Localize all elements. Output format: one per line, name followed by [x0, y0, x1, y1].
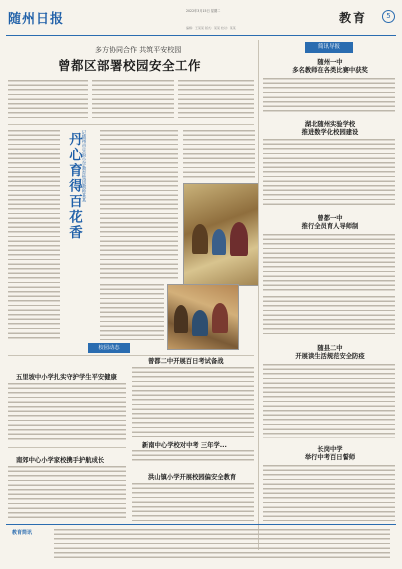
newspaper-logo: 随州日报	[8, 12, 65, 27]
story-headline-4: 新南中心学校对中考 三年学...	[142, 442, 227, 449]
brief-body-4	[263, 364, 395, 438]
section-tag-campus: 校园动态	[88, 343, 130, 353]
main-story-body-3	[178, 80, 254, 120]
feature-body-4	[100, 284, 164, 340]
story-headline-3: 曾都二中开展百日考试备战	[148, 358, 224, 365]
brief-headline-2: 湖北随州实验学校 推进数学化校园建设	[301, 121, 359, 136]
feature-photo-1	[183, 183, 259, 286]
feature-photo-2	[167, 284, 239, 350]
section-title: 教育	[339, 11, 368, 25]
story-headline-2: 南郊中心小学家校携手护航成长	[16, 457, 105, 464]
story-body-4	[132, 450, 254, 464]
divider	[8, 124, 254, 125]
brief-headline-3: 曾都一中 推行全员育人导师制	[301, 215, 359, 230]
main-story-body-1	[8, 80, 88, 120]
section-tag-brief: 简讯导报	[305, 42, 353, 53]
editor-credits: 编辑：王某某 版式：某某 校对：某某	[186, 26, 236, 30]
story-headline-1: 五里坡中小学扎实守护学生平安健康	[16, 374, 117, 381]
brief-headline-5: 长岗中学 举行中考百日誓师	[304, 446, 356, 461]
story-body-2	[8, 466, 126, 520]
feature-vertical-subtitle: 记随州市实验小学教育集团教师某某	[81, 130, 86, 202]
brief-body-2	[263, 139, 395, 207]
main-story-body-2	[92, 80, 174, 120]
feature-body-2	[100, 130, 178, 280]
story-headline-5: 洪山镇小学开展校园偏安全教育	[148, 474, 237, 481]
brief-body-1	[263, 78, 395, 112]
footer-body	[54, 529, 390, 559]
footer	[6, 524, 396, 564]
story-body-3	[132, 367, 254, 437]
brief-headline-1: 随州一中 多名教师在各类比赛中获奖	[292, 59, 368, 74]
masthead	[6, 6, 396, 36]
feature-body-1	[8, 130, 60, 340]
brief-body-3b	[263, 296, 395, 336]
feature-body-3	[183, 130, 255, 180]
brief-headline-4: 随县二中 开展读生活规范安全防疫	[295, 345, 365, 360]
footer-label: 教育简讯	[12, 530, 33, 536]
story-body-5	[132, 483, 254, 521]
feature-vertical-title: 丹心育得百花香	[66, 132, 82, 241]
page-number: 5	[382, 10, 395, 23]
story-body-1	[8, 383, 126, 443]
brief-body-3	[263, 234, 395, 292]
main-story-kicker: 多方协同合作 共筑平安校园	[95, 46, 182, 54]
divider	[8, 447, 126, 448]
issue-date: 2022年3月15日 星期二	[186, 9, 221, 13]
brief-body-5	[263, 465, 395, 521]
main-story-title: 曾都区部署校园安全工作	[58, 58, 202, 73]
